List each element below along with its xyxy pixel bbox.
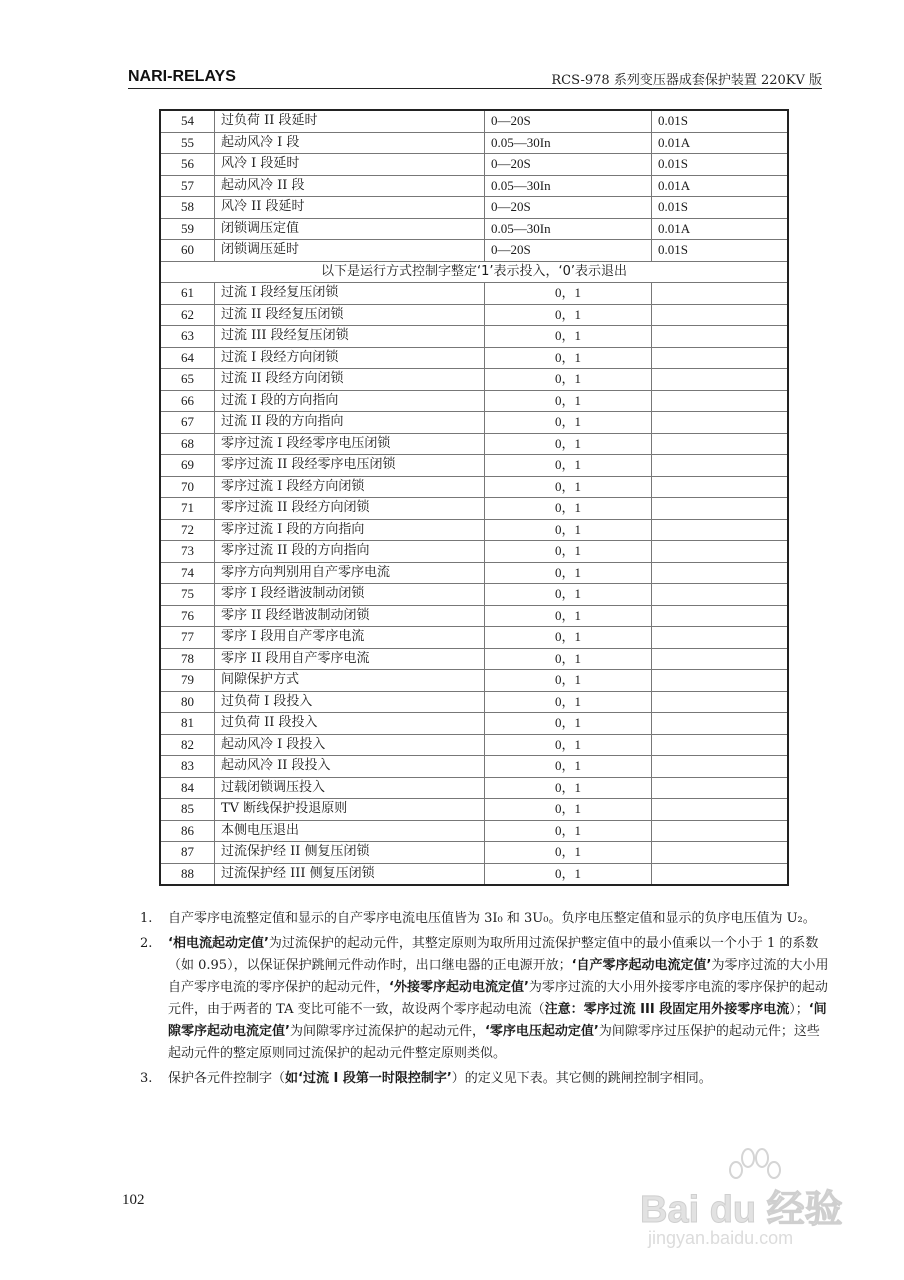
row-number: 73 — [160, 541, 215, 563]
row-number: 57 — [160, 175, 215, 197]
table-row — [160, 756, 788, 778]
setting-step: 0.01A — [652, 175, 789, 197]
control-values: 0，1 — [485, 498, 652, 520]
row-number: 64 — [160, 347, 215, 369]
setting-range: 0—20S — [485, 240, 652, 262]
setting-name: 风冷 II 段延时 — [215, 197, 485, 219]
row-number: 54 — [160, 110, 215, 132]
table-row — [160, 197, 788, 219]
control-step — [652, 863, 789, 885]
table-row — [160, 713, 788, 735]
control-step — [652, 820, 789, 842]
control-name: 过流 III 段经复压闭锁 — [215, 326, 485, 348]
row-number: 65 — [160, 369, 215, 391]
table-row — [160, 691, 788, 713]
control-name: 过负荷 I 段投入 — [215, 691, 485, 713]
control-step — [652, 412, 789, 434]
note-emphasis: ‘零序电压起动定值’ — [484, 1024, 599, 1039]
row-number: 84 — [160, 777, 215, 799]
table-row — [160, 154, 788, 176]
control-values: 0，1 — [485, 734, 652, 756]
control-name: 零序过流 I 段经方向闭锁 — [215, 476, 485, 498]
row-number: 69 — [160, 455, 215, 477]
note-text: ）的定义见下表。其它侧的跳闸控制字相同。 — [451, 1071, 712, 1086]
setting-name: 风冷 I 段延时 — [215, 154, 485, 176]
table-row — [160, 777, 788, 799]
table-row — [160, 584, 788, 606]
control-name: 零序 I 段经谐波制动闭锁 — [215, 584, 485, 606]
row-number: 76 — [160, 605, 215, 627]
control-name: 过载闭锁调压投入 — [215, 777, 485, 799]
control-values: 0，1 — [485, 541, 652, 563]
control-name: 零序 I 段用自产零序电流 — [215, 627, 485, 649]
note-emphasis: ‘自产零序起动电流定值’ — [571, 958, 712, 973]
row-number: 59 — [160, 218, 215, 240]
control-name: TV 断线保护投退原则 — [215, 799, 485, 821]
table-row — [160, 799, 788, 821]
table-row — [160, 820, 788, 842]
row-number: 83 — [160, 756, 215, 778]
table-row — [160, 218, 788, 240]
control-step — [652, 799, 789, 821]
control-values: 0，1 — [485, 433, 652, 455]
row-number: 56 — [160, 154, 215, 176]
row-number: 63 — [160, 326, 215, 348]
settings-table — [159, 109, 789, 886]
control-values: 0，1 — [485, 390, 652, 412]
note-emphasis: 如‘过流 I 段第一时限控制字’ — [285, 1071, 452, 1086]
table-row — [160, 476, 788, 498]
control-values: 0，1 — [485, 713, 652, 735]
note-text: ）； — [789, 1002, 809, 1017]
note-text: 为零序过流的大小用外接零序电流的零序保护的起动元件，由于两者的 TA 变比可能不一致，故设两个零序起动电流（ — [168, 980, 828, 1017]
row-number: 62 — [160, 304, 215, 326]
control-values: 0，1 — [485, 562, 652, 584]
control-name: 过流 I 段经复压闭锁 — [215, 283, 485, 305]
table-row — [160, 455, 788, 477]
control-values: 0，1 — [485, 476, 652, 498]
control-step — [652, 777, 789, 799]
setting-name: 起动风冷 I 段 — [215, 132, 485, 154]
table-row — [160, 519, 788, 541]
table-row — [160, 369, 788, 391]
setting-range: 0—20S — [485, 110, 652, 132]
row-number: 67 — [160, 412, 215, 434]
table-row — [160, 734, 788, 756]
note-number: 3. — [140, 1071, 153, 1086]
page-header — [128, 68, 822, 89]
table-row — [160, 347, 788, 369]
row-number: 68 — [160, 433, 215, 455]
setting-step: 0.01A — [652, 132, 789, 154]
control-step — [652, 476, 789, 498]
row-number: 85 — [160, 799, 215, 821]
row-number: 71 — [160, 498, 215, 520]
control-values: 0，1 — [485, 347, 652, 369]
control-step — [652, 756, 789, 778]
note-number: 1. — [140, 911, 153, 926]
control-values: 0，1 — [485, 670, 652, 692]
note-text: 为过流保护的起动元件，其整定原则为取所用过流保护整定值中的最小值乘以一个小于 1 的系数（如 0.95），以保证保护跳闸元件动作时，出口继电器的正电源开放； — [168, 936, 819, 973]
control-values: 0，1 — [485, 455, 652, 477]
note-number: 2. — [140, 936, 153, 951]
table-row — [160, 175, 788, 197]
control-name: 过负荷 II 段投入 — [215, 713, 485, 735]
setting-name: 过负荷 II 段延时 — [215, 110, 485, 132]
control-name: 本侧电压退出 — [215, 820, 485, 842]
control-step — [652, 433, 789, 455]
setting-range: 0.05—30In — [485, 175, 652, 197]
setting-step: 0.01S — [652, 240, 789, 262]
table-row — [160, 670, 788, 692]
brand-logo: NARI-RELAYS — [128, 68, 236, 85]
note-emphasis: 注意：零序过流 III 段固定用外接零序电流 — [544, 1002, 790, 1017]
control-name: 过流保护经 III 侧复压闭锁 — [215, 863, 485, 885]
control-name: 过流 II 段的方向指向 — [215, 412, 485, 434]
table-row — [160, 326, 788, 348]
control-name: 起动风冷 I 段投入 — [215, 734, 485, 756]
control-values: 0，1 — [485, 519, 652, 541]
control-step — [652, 842, 789, 864]
row-number: 81 — [160, 713, 215, 735]
row-number: 75 — [160, 584, 215, 606]
table-row — [160, 283, 788, 305]
control-name: 过流 I 段的方向指向 — [215, 390, 485, 412]
note-text: 为零序过流的大小用自产零序电流的零序保护的起动元件， — [168, 958, 829, 995]
setting-range: 0.05—30In — [485, 132, 652, 154]
control-name: 零序过流 I 段经零序电压闭锁 — [215, 433, 485, 455]
setting-step: 0.01S — [652, 154, 789, 176]
table-row — [160, 240, 788, 262]
control-name: 过流 II 段经复压闭锁 — [215, 304, 485, 326]
control-name: 零序过流 I 段的方向指向 — [215, 519, 485, 541]
control-values: 0，1 — [485, 842, 652, 864]
row-number: 72 — [160, 519, 215, 541]
row-number: 77 — [160, 627, 215, 649]
setting-range: 0.05—30In — [485, 218, 652, 240]
control-values: 0，1 — [485, 820, 652, 842]
control-step — [652, 713, 789, 735]
table-row — [160, 842, 788, 864]
note-item — [140, 908, 830, 930]
setting-step: 0.01A — [652, 218, 789, 240]
table-row — [160, 390, 788, 412]
control-step — [652, 541, 789, 563]
control-step — [652, 283, 789, 305]
row-number: 87 — [160, 842, 215, 864]
control-values: 0，1 — [485, 648, 652, 670]
control-values: 0，1 — [485, 863, 652, 885]
table-row — [160, 627, 788, 649]
setting-name: 起动风冷 II 段 — [215, 175, 485, 197]
baidu-watermark — [640, 1170, 850, 1260]
control-name: 间隙保护方式 — [215, 670, 485, 692]
row-number: 61 — [160, 283, 215, 305]
control-values: 0，1 — [485, 412, 652, 434]
row-number: 78 — [160, 648, 215, 670]
table-row — [160, 605, 788, 627]
watermark-logo: Bai du 经验 — [640, 1189, 843, 1231]
watermark-url: jingyan.baidu.com — [648, 1228, 794, 1248]
control-values: 0，1 — [485, 304, 652, 326]
control-name: 过流 I 段经方向闭锁 — [215, 347, 485, 369]
control-step — [652, 519, 789, 541]
note-item — [140, 933, 830, 1065]
control-step — [652, 390, 789, 412]
control-step — [652, 648, 789, 670]
control-step — [652, 562, 789, 584]
table-row — [160, 412, 788, 434]
row-number: 70 — [160, 476, 215, 498]
setting-step: 0.01S — [652, 110, 789, 132]
control-step — [652, 670, 789, 692]
row-number: 80 — [160, 691, 215, 713]
control-step — [652, 691, 789, 713]
table-row — [160, 863, 788, 885]
note-emphasis: ‘外接零序起动电流定值’ — [389, 980, 529, 995]
control-values: 0，1 — [485, 691, 652, 713]
control-step — [652, 734, 789, 756]
control-step — [652, 627, 789, 649]
row-number: 60 — [160, 240, 215, 262]
control-name: 零序过流 II 段经方向闭锁 — [215, 498, 485, 520]
control-values: 0，1 — [485, 369, 652, 391]
table-row — [160, 433, 788, 455]
control-name: 起动风冷 II 段投入 — [215, 756, 485, 778]
control-name: 过流保护经 II 侧复压闭锁 — [215, 842, 485, 864]
section-header: 以下是运行方式控制字整定‘1’表示投入，‘0’表示退出 — [160, 261, 788, 283]
row-number: 66 — [160, 390, 215, 412]
control-name: 零序过流 II 段经零序电压闭锁 — [215, 455, 485, 477]
setting-range: 0—20S — [485, 154, 652, 176]
control-step — [652, 304, 789, 326]
control-step — [652, 369, 789, 391]
note-emphasis: ‘间隙零序起动电流定值’ — [168, 1002, 827, 1039]
row-number: 88 — [160, 863, 215, 885]
table-row — [160, 304, 788, 326]
note-text: 保护各元件控制字（ — [168, 1071, 286, 1086]
control-values: 0，1 — [485, 584, 652, 606]
note-emphasis: ‘相电流起动定值’ — [168, 936, 269, 951]
note-text: 自产零序电流整定值和显示的自产零序电流电压值皆为 3I₀ 和 3U₀。负序电压整定值和显示的负序电压值为 U₂。 — [168, 911, 816, 926]
note-text: 为间隙零序过压保护的起动元件；这些起动元件的整定原则同过流保护的起动元件整定原则类似。 — [168, 1024, 820, 1061]
control-values: 0，1 — [485, 799, 652, 821]
notes-list — [140, 908, 830, 1093]
section-header-row — [160, 261, 788, 283]
control-values: 0，1 — [485, 777, 652, 799]
control-step — [652, 347, 789, 369]
control-name: 零序 II 段经谐波制动闭锁 — [215, 605, 485, 627]
control-step — [652, 605, 789, 627]
note-text: 为间隙零序过流保护的起动元件， — [289, 1024, 485, 1039]
row-number: 58 — [160, 197, 215, 219]
control-name: 过流 II 段经方向闭锁 — [215, 369, 485, 391]
setting-name: 闭锁调压定值 — [215, 218, 485, 240]
row-number: 55 — [160, 132, 215, 154]
row-number: 82 — [160, 734, 215, 756]
control-name: 零序方向判别用自产零序电流 — [215, 562, 485, 584]
setting-step: 0.01S — [652, 197, 789, 219]
control-step — [652, 584, 789, 606]
control-name: 零序过流 II 段的方向指向 — [215, 541, 485, 563]
note-item — [140, 1068, 830, 1090]
table-row — [160, 132, 788, 154]
control-values: 0，1 — [485, 756, 652, 778]
row-number: 79 — [160, 670, 215, 692]
table-row — [160, 648, 788, 670]
control-values: 0，1 — [485, 326, 652, 348]
table-row — [160, 541, 788, 563]
control-values: 0，1 — [485, 283, 652, 305]
control-values: 0，1 — [485, 605, 652, 627]
document-title: RCS-978 系列变压器成套保护装置 220KV 版 — [551, 73, 822, 88]
control-step — [652, 498, 789, 520]
page-number: 102 — [122, 1192, 145, 1208]
control-values: 0，1 — [485, 627, 652, 649]
table-row — [160, 498, 788, 520]
table-row — [160, 562, 788, 584]
control-name: 零序 II 段用自产零序电流 — [215, 648, 485, 670]
setting-range: 0—20S — [485, 197, 652, 219]
table-row — [160, 110, 788, 132]
control-step — [652, 455, 789, 477]
row-number: 74 — [160, 562, 215, 584]
setting-name: 闭锁调压延时 — [215, 240, 485, 262]
row-number: 86 — [160, 820, 215, 842]
control-step — [652, 326, 789, 348]
